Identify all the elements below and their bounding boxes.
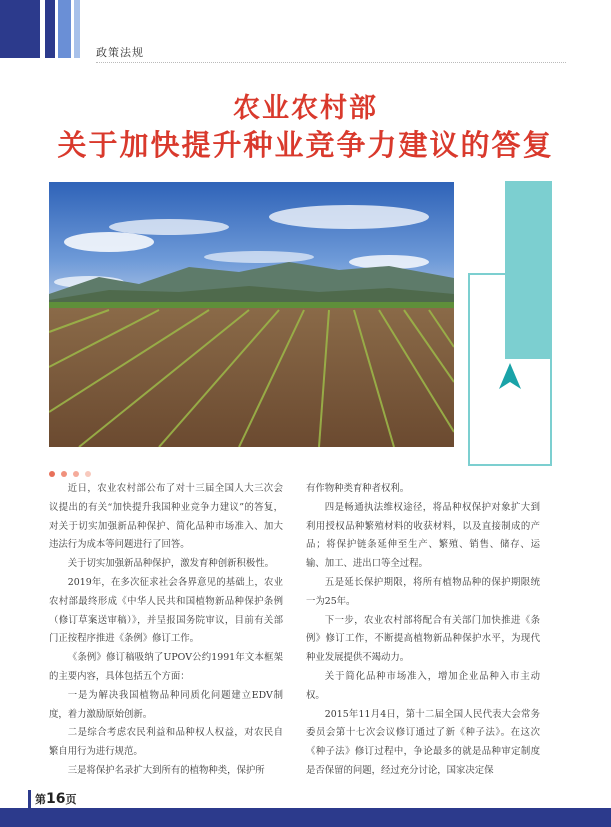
section-label: 政策法规: [96, 46, 144, 59]
farm-field-photo-icon: [49, 182, 454, 447]
body-column-right: [306, 480, 540, 781]
paragraph: 四是畅通执法维权途径，将品种权保护对象扩大到利用授权品种繁殖材料的收获材料，以及直接制成的产品；将保护链条延伸至生产、繁殖、销售、储存、运输、加工、进出口等全过程。: [306, 501, 540, 570]
paragraph: 一是为解决我国植物品种同质化问题建立EDV制度，着力激励原始创新。: [49, 689, 283, 720]
page-prefix: 第: [35, 793, 46, 806]
dot: [61, 471, 67, 477]
article-title-line1: 农业农村部: [233, 93, 378, 124]
paragraph: 下一步，农业农村部将配合有关部门加快推进《条例》修订工作，不断提高植物新品种保护水平，为现代种业发展提供不竭动力。: [306, 614, 540, 664]
dot: [49, 471, 55, 477]
paragraph-continuation: 有作物种类育种者权利。: [306, 483, 410, 494]
paragraph: 关于简化品种市场准入，增加企业品种入市主动权。: [306, 670, 540, 701]
header-color-bars: [0, 0, 90, 58]
article-title-line2: 关于加快提升种业竞争力建议的答复: [57, 128, 554, 162]
header-bar: [74, 0, 80, 58]
footer-bar: [0, 808, 611, 827]
paragraph: 三是将保护名录扩大到所有的植物种类，保护所: [67, 764, 265, 776]
page-suffix: 页: [65, 793, 77, 806]
paragraph: 五是延长保护期限，将所有植物品种的保护期限统一为25年。: [306, 576, 540, 607]
header-bar: [0, 0, 40, 58]
header-bar: [58, 0, 71, 58]
header-bar: [45, 0, 55, 58]
arrow-up-icon: [499, 363, 521, 389]
page-number-value: 16: [46, 791, 66, 807]
decorative-dots: [49, 462, 92, 481]
paragraph: 近日，农业农村部公布了对十三届全国人大三次会议提出的有关“加快提升我国种业竞争力建议”的答复，对关于切实加强新品种保护、简化品种市场准入、加大违法行为成本等问题进行了回答。: [49, 483, 283, 551]
footer-accent: [28, 790, 31, 808]
decorative-teal-fill: [505, 275, 550, 359]
body-column-left: [49, 480, 283, 781]
paragraph: 二是综合考虑农民利益和品种权人权益，对农民自繁自用行为进行规范。: [49, 727, 283, 758]
paragraph: 2019年，在多次征求社会各界意见的基础上，农业农村部最终形成《中华人民共和国植物新品种保护条例（修订草案送审稿）》，并呈报国务院审议，目前有关部门正按程序推进《条例》修订工作。: [49, 576, 283, 645]
paragraph: 《条例》修订稿吸纳了UPOV公约1991年文本框架的主要内容，具体包括五个方面：: [49, 652, 283, 682]
page-number: [35, 791, 76, 807]
section-divider: [96, 62, 566, 63]
dot: [85, 471, 91, 477]
paragraph: 2015年11月4日，第十二届全国人民代表大会常务委员会第十七次会议修订通过了新《种子法》。在这次《种子法》修订过程中，争论最多的就是品种审定制度是否保留的问题，经过充分讨论，国家决定保: [306, 708, 540, 776]
farm-field-photo: [49, 182, 454, 447]
paragraph: 关于切实加强新品种保护，激发育种创新积极性。: [67, 558, 275, 570]
dot: [73, 471, 79, 477]
